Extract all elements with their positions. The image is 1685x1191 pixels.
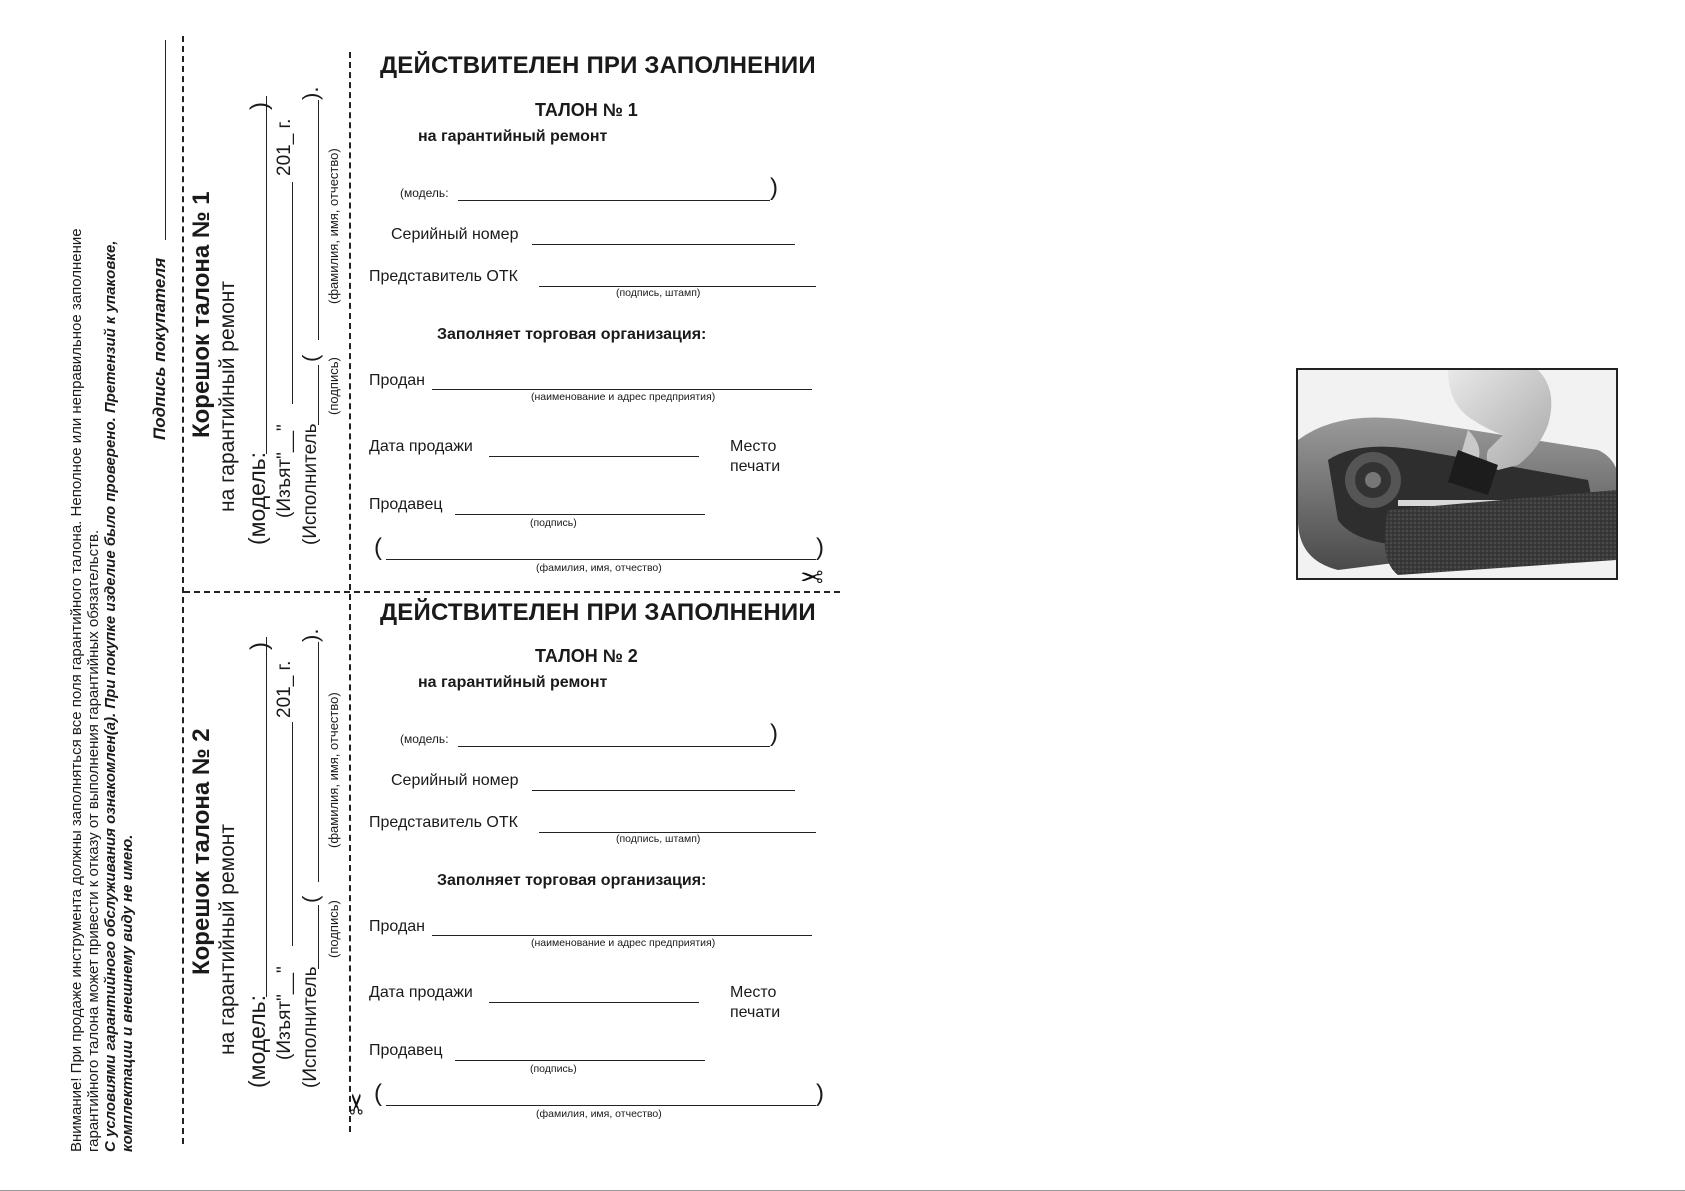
scissors-icon: ✂ bbox=[800, 562, 824, 593]
coupon-2-seller-line[interactable] bbox=[455, 1060, 705, 1061]
stub-1-seized-line bbox=[292, 182, 293, 404]
coupon-2-otk-hint: (подпись, штамп) bbox=[616, 833, 701, 845]
cut-line-stubs bbox=[182, 36, 184, 1144]
stub-1-fio-line bbox=[318, 100, 319, 340]
stub-2-model-line bbox=[266, 637, 267, 997]
stub-1-model-label: (модель: bbox=[244, 452, 270, 545]
stub-1-performer-line bbox=[318, 365, 319, 425]
stub-1-paren-open: ( bbox=[298, 354, 323, 362]
notice-line-3: С условиями гарантийного обслуживания ознакомлен(а). При покупке изделие было проверено. Претензий к упаковке, bbox=[102, 240, 119, 1152]
stub-2-seized-line bbox=[292, 722, 293, 946]
coupon-1-serial-line[interactable] bbox=[532, 244, 795, 245]
buyer-signature-line bbox=[165, 40, 166, 240]
stub-1-paren-close: ). bbox=[298, 86, 323, 100]
coupon-1-seller-line[interactable] bbox=[455, 514, 705, 515]
coupon-2-fio-paren-open: ( bbox=[374, 1080, 382, 1107]
belt-sander-illustration bbox=[1298, 370, 1618, 580]
stub-1-model-line bbox=[266, 96, 267, 454]
scissors-icon: ✂ bbox=[341, 1092, 373, 1116]
coupon-1-otk-hint: (подпись, штамп) bbox=[616, 287, 701, 299]
coupon-2-fio-hint: (фамилия, имя, отчество) bbox=[536, 1108, 662, 1120]
stub-1-performer-label: (Исполнитель bbox=[300, 423, 321, 545]
stub-1-sign-hint: (подпись) bbox=[326, 357, 341, 415]
coupon-1-otk-label: Представитель ОТК bbox=[369, 268, 518, 285]
coupon-2-seller-label: Продавец bbox=[369, 1042, 443, 1059]
coupon-2-sale-date-line[interactable] bbox=[489, 1002, 699, 1003]
coupon-2-fio-line[interactable] bbox=[386, 1105, 816, 1106]
coupon-1-subtitle: на гарантийный ремонт bbox=[418, 128, 608, 145]
coupon-1-seller-hint: (подпись) bbox=[530, 517, 577, 529]
stub-1-heading: Корешок талона № 1 bbox=[188, 191, 215, 438]
cut-line-horizontal bbox=[184, 591, 840, 593]
coupon-2-subtitle: на гарантийный ремонт bbox=[418, 674, 608, 691]
coupon-1-fio-paren-close: ) bbox=[816, 534, 824, 561]
stub-2-year: 201_ г. bbox=[274, 660, 295, 718]
coupon-2-seller-hint: (подпись) bbox=[530, 1063, 577, 1075]
stub-2-performer-label: (Исполнитель bbox=[300, 966, 321, 1088]
coupon-2-model-label: (модель: bbox=[400, 732, 449, 746]
stub-2-fio-hint: (фамилия, имя, отчество) bbox=[326, 692, 341, 848]
coupon-1-seller-label: Продавец bbox=[369, 496, 443, 513]
notice-line-4: комплектации и внешнему виду не имею. bbox=[119, 834, 136, 1152]
coupon-1-sale-date-line[interactable] bbox=[489, 456, 699, 457]
coupon-2-valid-heading: ДЕЙСТВИТЕЛЕН ПРИ ЗАПОЛНЕНИИ bbox=[380, 599, 816, 626]
stub-2-paren-close: ). bbox=[298, 628, 323, 642]
coupon-2-sold-label: Продан bbox=[369, 918, 426, 935]
coupon-1-sale-date-label: Дата продажи bbox=[369, 438, 473, 455]
belt-sander-photo bbox=[1296, 368, 1618, 580]
coupon-2-place-label-2: печати bbox=[730, 1004, 781, 1021]
coupon-1-fio-paren-open: ( bbox=[374, 534, 382, 561]
coupon-1-trade-heading: Заполняет торговая организация: bbox=[437, 326, 707, 343]
coupon-1-fio-line[interactable] bbox=[386, 559, 816, 560]
notice-line-1: Внимание! При продаже инструмента должны заполняться все поля гарантийного талона. Неполное или неправильное заполнение bbox=[68, 228, 85, 1152]
stub-1-fio-hint: (фамилия, имя, отчество) bbox=[326, 148, 341, 304]
coupon-2-title: ТАЛОН № 2 bbox=[535, 646, 638, 666]
coupon-1-serial-label: Серийный номер bbox=[391, 226, 519, 243]
coupon-1-fio-hint: (фамилия, имя, отчество) bbox=[536, 562, 662, 574]
coupon-1-place-label-1: Место bbox=[730, 438, 777, 455]
stub-2-performer-line bbox=[318, 905, 319, 969]
coupon-2-sold-hint: (наименование и адрес предприятия) bbox=[531, 937, 716, 949]
stub-2-sign-hint: (подпись) bbox=[326, 900, 341, 958]
coupon-1-model-line[interactable] bbox=[458, 200, 770, 201]
coupon-1-model-paren: ) bbox=[770, 174, 778, 201]
coupon-2-sale-date-label: Дата продажи bbox=[369, 984, 473, 1001]
coupon-1-place-label-2: печати bbox=[730, 458, 781, 475]
coupon-1-model-label: (модель: bbox=[400, 186, 449, 200]
stub-2-heading: Корешок талона № 2 bbox=[188, 728, 215, 975]
stub-2-paren-open: ( bbox=[298, 895, 323, 903]
coupon-2-otk-label: Представитель ОТК bbox=[369, 814, 518, 831]
coupon-1-sold-label: Продан bbox=[369, 372, 426, 389]
notice-line-2: гарантийного талона может привести к отказу от выполнения гарантийных обязательств. bbox=[85, 529, 102, 1152]
buyer-signature-label: Подпись покупателя bbox=[150, 257, 169, 440]
stub-1-model-paren: ) bbox=[246, 102, 273, 110]
stub-1-subheading: на гарантийный ремонт bbox=[216, 281, 239, 512]
coupon-2-trade-heading: Заполняет торговая организация: bbox=[437, 872, 707, 889]
coupon-1-sold-hint: (наименование и адрес предприятия) bbox=[531, 391, 716, 403]
coupon-2-fio-paren-close: ) bbox=[816, 1080, 824, 1107]
coupon-1-sold-line[interactable] bbox=[432, 389, 812, 390]
warranty-notice bbox=[68, 228, 136, 1152]
stub-2-model-label: (модель: bbox=[244, 995, 270, 1088]
coupon-1-valid-heading: ДЕЙСТВИТЕЛЕН ПРИ ЗАПОЛНЕНИИ bbox=[380, 52, 816, 79]
coupon-2-serial-line[interactable] bbox=[532, 790, 795, 791]
stub-1-year: 201_ г. bbox=[274, 118, 295, 176]
stub-2-subheading: на гарантийный ремонт bbox=[216, 824, 239, 1055]
stub-1-seized-label: (Изъят"__" bbox=[274, 424, 295, 518]
coupon-2-serial-label: Серийный номер bbox=[391, 772, 519, 789]
coupon-2-model-paren: ) bbox=[770, 720, 778, 747]
coupon-2-place-label-1: Место bbox=[730, 984, 777, 1001]
coupon-2-model-line[interactable] bbox=[458, 746, 770, 747]
coupon-2-sold-line[interactable] bbox=[432, 935, 812, 936]
stub-2-seized-label: (Изъят"__" bbox=[274, 966, 295, 1060]
coupon-1-title: ТАЛОН № 1 bbox=[535, 100, 638, 120]
stub-2-model-paren: ) bbox=[246, 642, 273, 650]
stub-2-fio-line bbox=[318, 642, 319, 882]
